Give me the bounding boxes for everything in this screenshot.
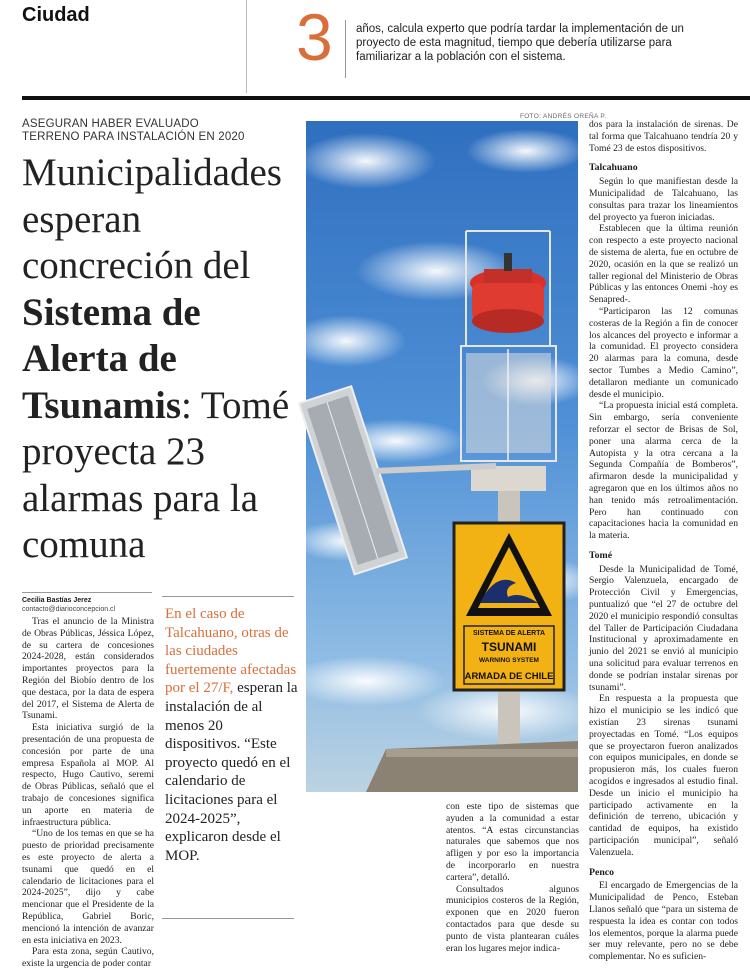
body-column-4 xyxy=(589,119,738,963)
header-rule xyxy=(22,96,750,100)
paragraph: Desde la Municipalidad de Tomé, Sergio Valenzuela, encargado de Protección Civil y Emergencias, puntualizó que “el 27 de octubre del 2020 el municipio respondió consultas del Taller de Participación Ciudadana Institucional y aproximadamente en junio del 2021 se envió al municipio una solicitud para evaluar terrenos en donde se podrían instalar sirenas por tsunami”. xyxy=(589,563,738,693)
pullquote-rule-bottom xyxy=(162,918,294,919)
highlight-number: 3 xyxy=(296,0,333,74)
paragraph: Según lo que manifiestan desde la Municipalidad de Talcahuano, las consultas para trazar los lineamientos del proyecto ya fueron iniciadas. xyxy=(589,176,738,223)
section-title: Ciudad xyxy=(22,4,90,26)
kicker-line-2: TERRENO PARA INSTALACIÓN EN 2020 xyxy=(22,131,245,143)
photo-credit: FOTO: ANDRÉS OREÑA P. xyxy=(520,113,607,120)
paragraph: Esta iniciativa surgió de la presentación de una propuesta de concesión por parte de una empresa Española al MOP. Al respecto, Hugo Cautivo, seremi de Obras Públicas, señaló que el trabajo de concesiones significa un aporte en materia de infraestructura pública. xyxy=(22,722,154,828)
headline-part-1: Municipalidades esperan concreción del xyxy=(22,151,282,287)
byline xyxy=(22,596,115,614)
pullquote xyxy=(165,605,300,865)
headline xyxy=(22,150,302,569)
headline-part-2: : Tomé proyecta 23 alarmas para la comuna xyxy=(22,383,290,566)
body-column-1 xyxy=(22,616,154,970)
body-column-3 xyxy=(446,801,579,954)
subheading-talcahuano: Talcahuano xyxy=(589,162,638,174)
pullquote-text: esperan la instalación de al menos 20 dispositivos. “Este proyecto quedó en el calendario de licitaciones para el 2024-2025”, explicaron desde el MOP. xyxy=(165,680,298,864)
paragraph: Establecen que la última reunión con respecto a este proyecto nacional de sistema de alerta, fue en octubre de 2020, ocasión en la que se realizó un taller regional del Ministerio de Obras Públicas y las entonces Onemi -hoy es Senapred-. xyxy=(589,223,738,306)
number-divider xyxy=(345,20,346,78)
tsunami-siren-illustration xyxy=(306,121,578,792)
kicker-line-1: ASEGURAN HABER EVALUADO xyxy=(22,118,199,130)
sign-line-2: TSUNAMI xyxy=(481,640,537,654)
article-photo xyxy=(306,121,578,792)
paragraph: con este tipo de sistemas que ayuden a la comunidad a estar atentos. “A estas circunstancias naturales que sabemos que nos afligen y por eso la importancia de incorporarlo en nuestra cartera”, detalló. xyxy=(446,801,579,883)
paragraph: Para esta zona, según Cautivo, existe la urgencia de poder contar xyxy=(22,946,154,970)
paragraph: dos para la instalación de sirenas. De tal forma que Talcahuano tendría 20 y Tomé 23 de estos dispositivos. xyxy=(589,119,738,154)
paragraph: El encargado de Emergencias de la Municipalidad de Penco, Esteban Llanos señaló que “para un sistema de respuesta la idea es contar con todos los elementos, porque la alarma puede ser muy relevante, pero no se debe complementar. No es suficien- xyxy=(589,880,738,963)
subheading-penco: Penco xyxy=(589,866,615,878)
paragraph: “Participaron las 12 comunas costeras de la Región a fin de conocer los alcances del proyecto e informar a la comunidad. El proyecto considera 20 alarmas para la comuna, desde sector Tumbes a Medio Camino”, detallaron mediante un comunicado desde el municipio. xyxy=(589,305,738,400)
paragraph: Tras el anuncio de la Ministra de Obras Públicas, Jéssica López, de su cartera de concesiones 2024-2028, están considerados importantes proyectos para la Región del Biobío dentro de los que destaca, por la data de espera del 2017, el Sistema de Alerta de Tsunami. xyxy=(22,616,154,722)
paragraph: Consultados algunos municipios costeros de la Región, exponen que en 2020 fueron contactados para que desde su punto de vista plantearan cuáles eran los lugares mejor indica- xyxy=(446,883,579,954)
sign-line-4: ARMADA DE CHILE xyxy=(464,671,554,682)
subheading-tome: Tomé xyxy=(589,549,613,561)
sign-line-3: WARNING SYSTEM xyxy=(479,657,539,664)
highlight-number-text: años, calcula experto que podría tardar la implementación de un proyecto de esta magnitud, tiempo que debería utilizarse para familiarizar a la población con el sistema. xyxy=(356,23,684,63)
header-divider xyxy=(246,0,247,93)
headline-bold: Sistema de Alerta de Tsunamis xyxy=(22,290,201,427)
kicker xyxy=(22,118,302,144)
paragraph: “La propuesta inicial está completa. Sin embargo, sería conveniente reforzar el sector de Brisas de Sol, poner una alarma cerca de la Autopista y la otra cercana a la Segunda Compañía de Bomberos”, afirmaron desde la municipalidad y agregaron que en los últimos años no han tenido más retroalimentación. Pero han continuado con capacitaciones hacia la comunidad en la materia. xyxy=(589,400,738,542)
sign-line-1: SISTEMA DE ALERTA xyxy=(472,630,546,637)
paragraph: En respuesta a la propuesta que hizo el municipio se les indicó que existían 23 sirenas tsunami proyectadas en Tomé. “Los equipos que se proyectaron fueron analizados con equipos municipales, en donde se propusieron más, los cuales fueron acogidos e ingresados al estudio final. Desde un inicio el municipio ha participado activamente en la definición de terreno, ubicación y cantidad de equipos, ha existido participación municipal”, señaló Valenzuela. xyxy=(589,693,738,858)
paragraph: “Uno de los temas en que se ha puesto de prioridad precisamente es este proyecto de alerta a tsunami que quedó en el calendario de licitaciones para el 2024-2025”, dijo y cabe mencionar que el Presidente de la República, Gabriel Boric, mencionó la intención de avanzar en esta iniciativa en 2023. xyxy=(22,828,154,946)
author-rule xyxy=(22,592,152,593)
pullquote-accent: En el caso de Talcahuano, otras de las ciudades fuertemente afectadas por el 27/F, xyxy=(165,606,297,697)
author-name: Cecilia Bastías Jerez xyxy=(22,597,92,604)
pullquote-rule-top xyxy=(162,596,294,597)
author-email[interactable]: contacto@diarioconcepcion.cl xyxy=(22,606,116,613)
